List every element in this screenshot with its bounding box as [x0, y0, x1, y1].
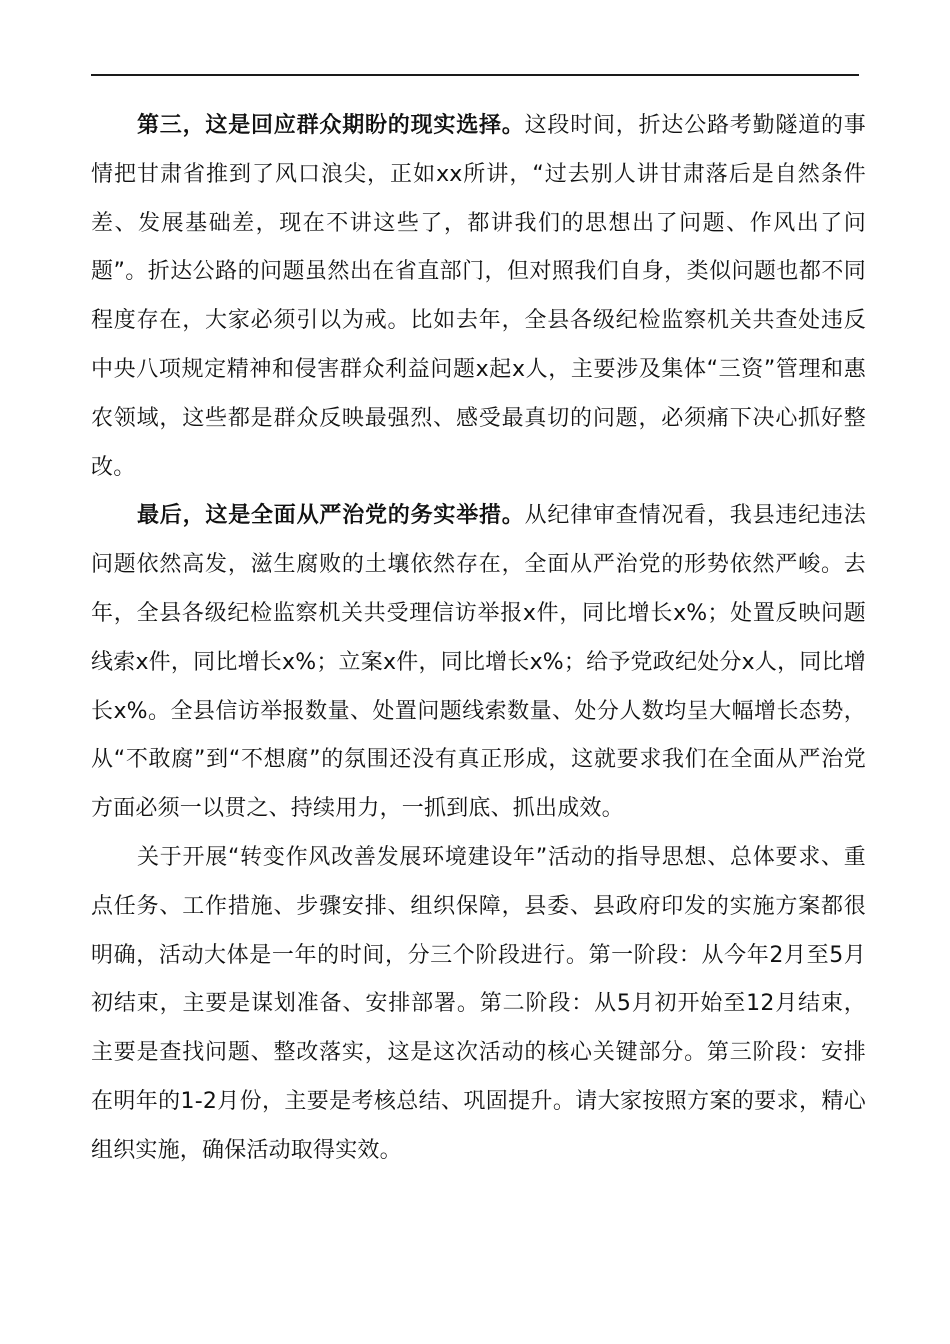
- document-body: [91, 102, 866, 1176]
- header-divider: [91, 74, 859, 76]
- paragraph-final-reason: [91, 492, 866, 834]
- paragraph-text: 关于开展“转变作风改善发展环境建设年”活动的指导思想、总体要求、重点任务、工作措施、步骤安排、组织保障，县委、县政府印发的实施方案都很明确，活动大体是一年的时间，分三个阶段进行。第一阶段：从今年2月至5月初结束，主要是谋划准备、安排部署。第二阶段：从5月初开始至12月结束，主要是查找问题、整改落实，这是这次活动的核心关键部分。第三阶段：安排在明年的1-2月份，主要是考核总结、巩固提升。请大家按照方案的要求，精心组织实施，确保活动取得实效。: [91, 844, 866, 1163]
- paragraph-text: 从纪律审查情况看，我县违纪违法问题依然高发，滋生腐败的土壤依然存在，全面从严治党的形势依然严峻。去年，全县各级纪检监察机关共受理信访举报x件，同比增长x%；处置反映问题线索x件，同比增长x%；立案x件，同比增长x%；给予党政纪处分x人，同比增长x%。全县信访举报数量、处置问题线索数量、处分人数均呈大幅增长态势，从“不敢腐”到“不想腐”的氛围还没有真正形成，这就要求我们在全面从严治党方面必须一以贯之、持续用力，一抓到底、抓出成效。: [91, 503, 866, 822]
- paragraph-third-reason: [91, 102, 866, 492]
- paragraph-activity-plan: [91, 834, 866, 1176]
- paragraph-heading: 最后，这是全面从严治党的务实举措。: [137, 503, 525, 529]
- paragraph-text: 这段时间，折达公路考勤隧道的事情把甘肃省推到了风口浪尖，正如xx所讲，“过去别人讲甘肃落后是自然条件差、发展基础差，现在不讲这些了，都讲我们的思想出了问题、作风出了问题”。折达公路的问题虽然出在省直部门，但对照我们自身，类似问题也都不同程度存在，大家必须引以为戒。比如去年，全县各级纪检监察机关共查处违反中央八项规定精神和侵害群众利益问题x起x人，主要涉及集体“三资”管理和惠农领域，这些都是群众反映最强烈、感受最真切的问题，必须痛下决心抓好整改。: [91, 113, 866, 480]
- paragraph-heading: 第三，这是回应群众期盼的现实选择。: [137, 113, 525, 138]
